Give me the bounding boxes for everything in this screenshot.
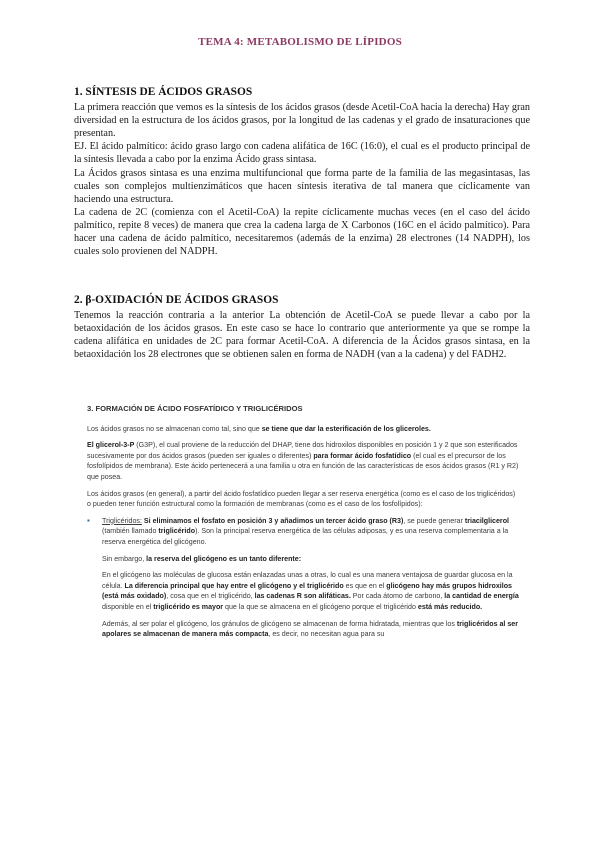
text-bold: triacilglicerol (464, 516, 509, 525)
text-bold: está más reducido. (417, 602, 483, 611)
paragraph (87, 554, 519, 565)
paragraph (87, 440, 519, 482)
text-run: , es decir, no necesitan agua para su (268, 630, 385, 639)
text-bold: glicógeno hay más grupos hidroxilos (está más oxidado) (102, 581, 513, 601)
paragraph: Tenemos la reacción contraria a la anterior La obtención de Acetil-CoA se puede llevar a cabo por la betaoxidación de los ácidos grasos. En este caso se hace lo contrario que anteriormente ya que se rompe la cadena alifática en unidades de 2C para formar Acetil-CoA. A diferencia de la Ácidos grasos sintasa, en la betaoxidación los 28 electrones que se obtienen salen en forma de NADH (van a la cadena) y del FADH2. (74, 310, 530, 361)
text-run: disponible en el (102, 602, 154, 611)
text-bold: Si eliminamos el fosfato en posición 3 y añadimos un tercer ácido graso (R3) (141, 516, 404, 525)
text-run: que la que se almacena en el glicógeno porque el triglicérido (223, 602, 418, 611)
text-bold: las cadenas R son alifáticas. (254, 592, 351, 601)
section-beta-oxidacion (74, 294, 530, 361)
list-item (87, 516, 519, 548)
paragraph: La primera reacción que vemos es la síntesis de los ácidos grasos (desde Acetil-CoA hacia la derecha) Hay gran diversidad en la estructura de los ácidos grasos, por la longitud de las cadenas y el grado de insaturaciones que presentan. (74, 102, 530, 140)
paragraph: La Ácidos grasos sintasa es una enzima multifuncional que forma parte de la familia de las megasintasas, las cuales son complejos multienzimáticos que hacen síntesis iterativa de tal manera que cíclicamente van haciendo una estructura. (74, 167, 530, 205)
text-run: , cosa que en el triglicérido, (166, 592, 255, 601)
text-run: (G3P), el cual proviene de la reducción del DHAP, tiene dos hidroxilos disponibles en posición 1 y 2 que son esterificados sucesivamente por dos ácidos grasos (pueden ser iguales o diferentes) (87, 441, 518, 460)
text-run: es que en el (343, 581, 387, 590)
text-run: , se puede generar (403, 516, 465, 525)
text-run: Por cada átomo de carbono, (350, 592, 445, 601)
text-run: En el glicógeno las moléculas de glucosa están enlazadas unas a otras, lo cual es una manera ventajosa de guardar glucosa en la célula. (102, 571, 513, 590)
text-run: Los ácidos grasos no se almacenan como tal, sino que (87, 424, 262, 433)
text-run: (el cual es el precursor de los fosfolípidos de membrana). Este ácido pertenecerá a una familia u otra en función de las características de esos ácidos grasos (R1 y R2) que posea. (87, 451, 519, 481)
bullet-icon: ▪ (87, 515, 90, 525)
text-bold: triglicérido es mayor (153, 602, 224, 611)
paragraph (87, 570, 519, 612)
paragraph: EJ. El ácido palmítico: ácido graso largo con cadena alifática de 16C (16:0), el cual es el producto principal de la síntesis llevada a cabo por la enzima Ácido grass sintasa. (74, 141, 530, 166)
paragraph: La cadena de 2C (comienza con el Acetil-CoA) la repite cíclicamente muchas veces (en el caso del ácido palmítico, repite 8 veces) de manera que crea la cadena larga de X Carbonos (16C en el ácido palmítico). Para hacer una cadena de ácido palmítico, necesitaremos (además de la enzima) 28 electrones (14 NADPH), los cuales solo provienen del NADPH. (74, 206, 530, 258)
section-sintesis (74, 86, 530, 258)
paragraph (87, 424, 519, 435)
text-run: Triglicéridos: (102, 516, 142, 525)
paragraph (87, 619, 519, 640)
text-run: Sin embargo, (102, 554, 147, 563)
text-bold: El glicerol-3-P (87, 441, 135, 450)
text-bold: la cantidad de energía (444, 592, 519, 601)
text-bold: La diferencia principal que hay entre el glicógeno y el triglicérido (124, 581, 344, 590)
text-run: (también llamado (102, 527, 159, 536)
section-heading: 3. FORMACIÓN DE ÁCIDO FOSFATÍDICO Y TRIGLICÉRIDOS (87, 404, 303, 413)
text-bold: para formar ácido fosfatídico (313, 451, 412, 460)
page-title: TEMA 4: METABOLISMO DE LÍPIDOS (198, 36, 402, 48)
section-fosfatidico-trigliceridos (87, 404, 519, 646)
text-bold: triglicérido (158, 527, 196, 536)
section-heading: 2. β-OXIDACIÓN DE ÁCIDOS GRASOS (74, 294, 279, 306)
paragraph: Los ácidos grasos (en general), a partir del ácido fosfatídico pueden llegar a ser reserva energética (como es el caso de los triglicéridos) o pueden tener función estructural como la formación de membranas (como es el caso de los fosfolípidos): (87, 489, 516, 509)
text-run: ). Son la principal reserva energética de las células adiposas, y es una reserva complementaria a la reserva energética del glicógeno. (102, 527, 509, 546)
section-heading: 1. SÍNTESIS DE ÁCIDOS GRASOS (74, 86, 253, 98)
text-bold: la reserva del glicógeno es un tanto diferente: (146, 554, 302, 563)
text-bold: triglicéridos al ser apolares se almacenan de manera más compacta (102, 619, 519, 639)
text-run: Además, al ser polar el glicógeno, los gránulos de glicógeno se almacenan de forma hidratada, mientras que los (102, 619, 457, 628)
text-bold: se tiene que dar la esterificación de los gliceroles. (261, 424, 431, 433)
